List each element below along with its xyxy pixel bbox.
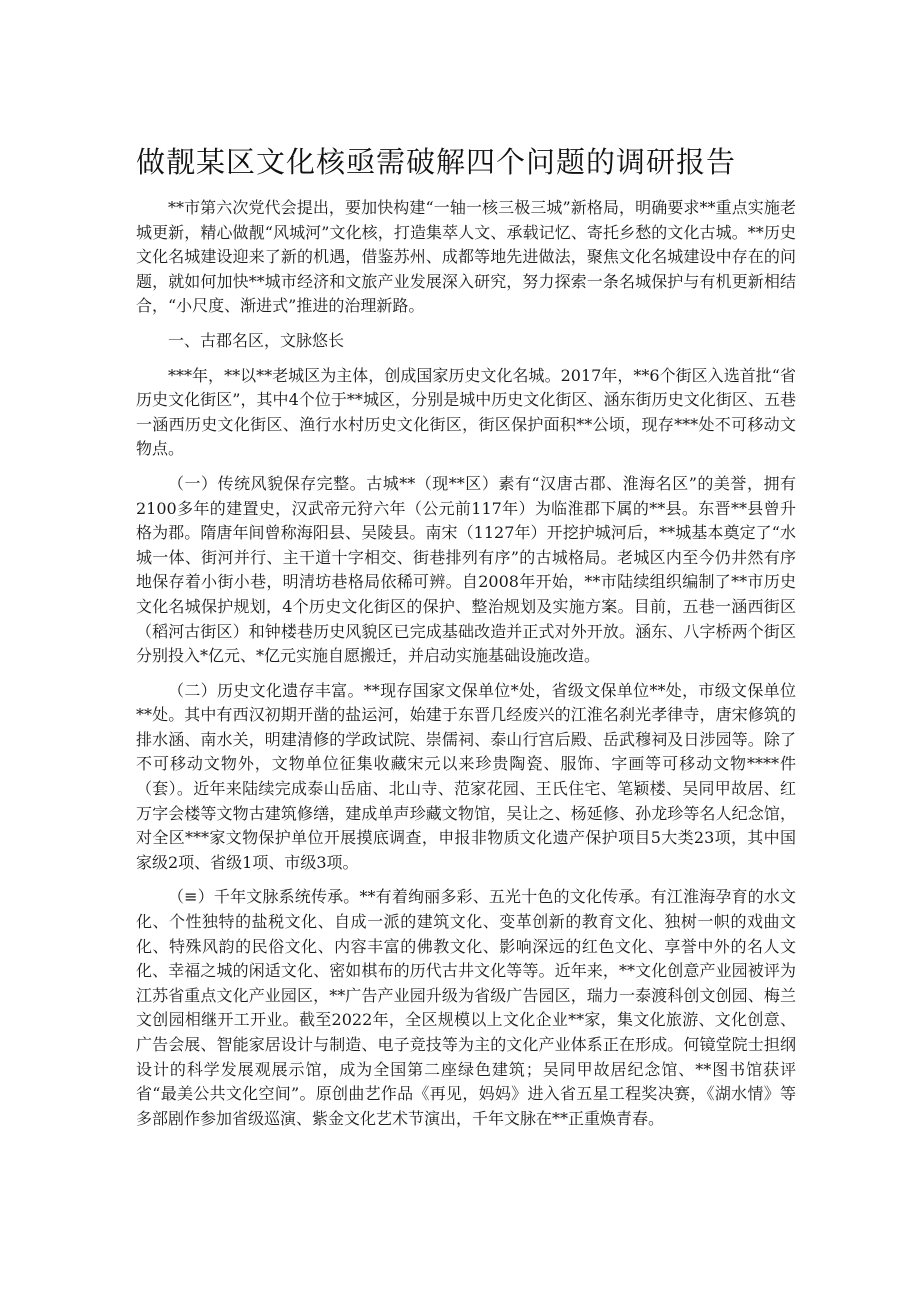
subsection-2-paragraph: （二）历史文化遗存丰富。**现存国家文保单位*处，省级文保单位**处，市级文保单位**处。其中有西汉初期开凿的盐运河，始建于东晋几经废兴的江淮名刹光孝律寺，唐宋修筑的排水涵、南水关，明建清修的学政试院、崇儒祠、泰山行宫后殿、岳武穆祠及日涉园等。除了不可移动文物外，文物单位征集收藏宋元以来珍贵陶瓷、服饰、字画等可移动文物****件（套）。近年来陆续完成泰山岳庙、北山寺、范家花园、王氏住宅、笔颖楼、吴同甲故居、红万字会楼等文物古建筑修缮，建成单声珍藏文物馆，吴让之、杨延修、孙龙珍等名人纪念馆，对全区***家文物保护单位开展摸底调查，申报非物质文化遗产保护项目5大类23项，其中国家级2项、省级1项、市级3项。: [136, 680, 796, 872]
subsection-1-paragraph: （一）传统风貌保存完整。古城**（现**区）素有“汉唐古郡、淮海名区”的美誉，拥有2100多年的建置史，汉武帝元狩六年（公元前117年）为临淮郡下属的**县。东晋**县曾升格为郡。隋唐年间曾称海阳县、吴陵县。南宋（1127年）开挖护城河后，**城基本奠定了“水城一体、街河并行、主干道十字相交、街巷排列有序”的古城格局。老城区内至今仍井然有序地保存着小街小巷，明清坊巷格局依稀可辨。自2008年开始，**市陆续组织编制了**市历史文化名城保护规划，4个历史文化街区的保护、整治规划及实施方案。目前，五巷一涵西街区（稻河古街区）和钟楼巷历史风貌区已完成基础改造并正式对外开放。涵东、八字桥两个街区分别投入*亿元、*亿元实施自愿搬迁，并启动实施基础设施改造。: [136, 473, 796, 666]
intro-paragraph: **市第六次党代会提出，要加快构建“一轴一核三极三城”新格局，明确要求**重点实施老城更新，精心做靓“风城河”文化核，打造集萃人文、承载记忆、寄托乡愁的文化古城。**历史文化名城建设迎来了新的机遇，借鉴苏州、成都等地先进做法，聚焦文化名城建设中存在的问题，就如何加快**城市经济和文旅产业发展深入研究，努力探索一条名城保护与有机更新相结合，“小尺度、渐进式”推进的治理新路。: [136, 198, 796, 316]
subsection-3-paragraph: （≡）千年文脉系统传承。**有着绚丽多彩、五光十色的文化传承。有江淮海孕育的水文化、个性独特的盐税文化、自成一派的建筑文化、变革创新的教育文化、独树一帜的戏曲文化、特殊风韵的民俗文化、内容丰富的佛教文化、影响深远的红色文化、享誉中外的名人文化、幸福之城的闲适文化、密如棋布的历代古井文化等等。近年来，**文化创意产业园被评为江苏省重点文化产业园区，**广告产业园升级为省级广告园区，瑞力一泰渡科创文创园、梅兰文创园相继开工开业。截至2022年，全区规模以上文化企业**家，集文化旅游、文化创意、广告会展、智能家居设计与制造、电子竞技等为主的文化产业体系正在形成。何镜堂院士担纲设计的科学发展观展示馆，成为全国第二座绿色建筑；吴同甲故居纪念馆、**图书馆获评省“最美公共文化空间”。原创曲艺作品《再见，妈妈》进入省五星工程奖决赛，《湖水情》等多部剧作参加省级巡演、紫金文化艺术节演出，千年文脉在**正重焕青春。: [136, 887, 796, 1128]
section-intro-paragraph: ***年，**以**老城区为主体，创成国家历史文化名城。2017年，**6个街区入选首批“省历史文化街区”，其中4个位于**城区，分别是城中历史文化街区、涵东街历史文化街区、五巷一涵西历史文化街区、渔行水村历史文化街区，街区保护面积**公顷，现存***处不可移动文物点。: [136, 365, 796, 459]
document-body: [136, 196, 796, 1141]
section-heading: 一、古郡名区，文脉悠长: [168, 330, 345, 350]
document-title: 做靓某区文化核亟需破解四个问题的调研报告: [136, 145, 737, 179]
